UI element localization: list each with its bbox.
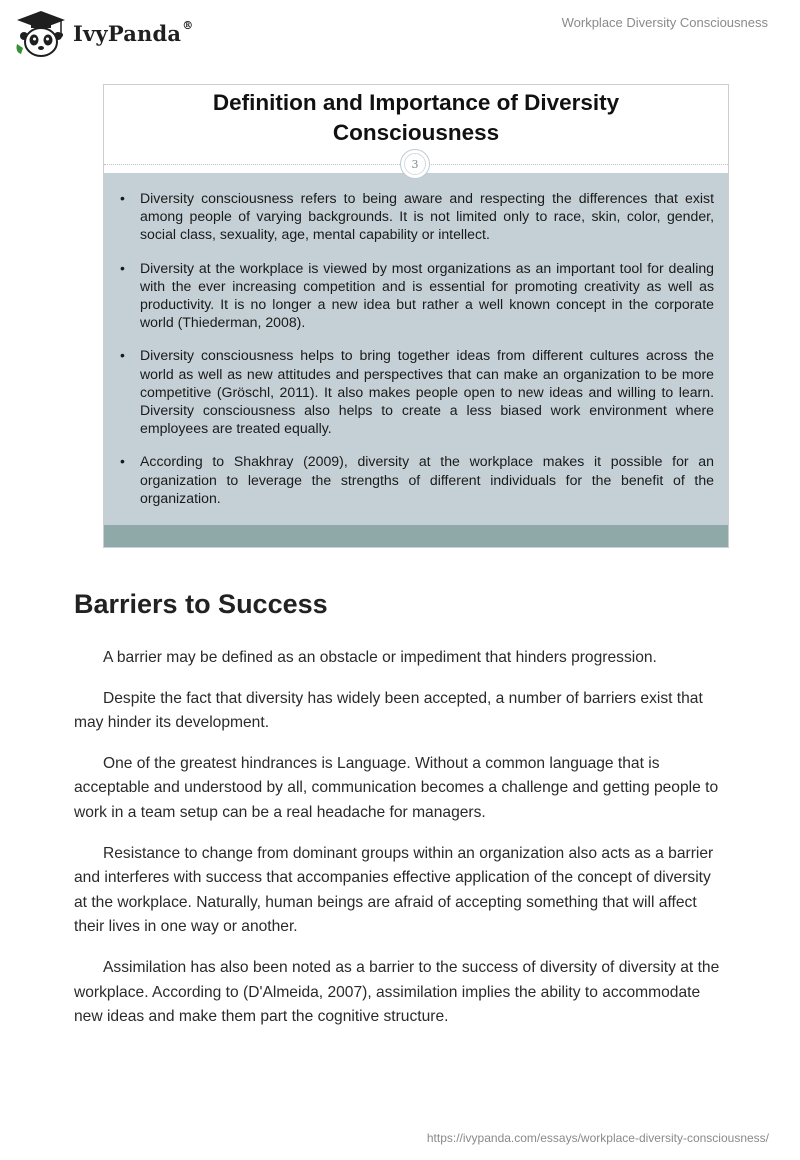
panda-graduate-icon	[15, 8, 67, 58]
ivypanda-logo[interactable]	[15, 8, 193, 58]
paragraph: Despite the fact that diversity has widely been accepted, a number of barriers exist that may hinder its development.	[74, 689, 703, 732]
slide-bullet: • Diversity consciousness refers to being aware and respecting the differences that exist among people of varying backgrounds. It is not limited only to race, skin, color, gender, social class, sexuality, age, mental capability or intellect.	[118, 189, 714, 244]
paragraph: Resistance to change from dominant groups within an organization also acts as a barrier and interferes with success that accompanies effective application of the concept of diversity at the workplace. Naturally, human beings are afraid of accepting something that will affect their lives in one way or another.	[74, 844, 714, 936]
slide-bullet: • According to Shakhray (2009), diversity at the workplace makes it possible for an organization to leverage the strengths of different individuals for the benefit of the organization.	[118, 452, 714, 507]
slide-title-line-2: Consciousness	[332, 120, 500, 145]
registered-mark: ®	[182, 18, 194, 32]
slide-bullet: • Diversity consciousness helps to bring together ideas from different cultures across the world as well as new attitudes and perspectives that can make an organization to be more competitive (Gröschl, 2011). It also makes people open to new ideas and willing to learn. Diversity consciousness also helps to create a less biased work environment where employees are treated equally.	[118, 346, 714, 437]
slide-bullet-list	[118, 189, 714, 522]
paragraph: Assimilation has also been noted as a barrier to the success of diversity of diversity at the workplace. According to (D'Almeida, 2007), assimilation implies the ability to accommodate new ideas and make them part the cognitive structure.	[74, 958, 720, 1026]
slide-title-line-1: Definition and Importance of Diversity	[212, 90, 620, 115]
slide-bullet: • Diversity at the workplace is viewed by most organizations as an important tool for dealing with the ever increasing competition and is essential for promoting creativity as well as productivity. It is no longer a new idea but rather a well known concept in the corporate world (Thiederman, 2008).	[118, 259, 714, 332]
page-header	[0, 0, 800, 60]
slide-number-badge	[400, 149, 430, 179]
slide-number: 3	[404, 153, 426, 175]
slide-footer-bar	[104, 525, 728, 547]
article-body	[74, 646, 726, 1046]
paragraph: One of the greatest hindrances is Language. Without a common language that is acceptable and understood by all, communication becomes a challenge and getting people to work in a team setup can be a real headache for managers.	[74, 754, 719, 821]
slide-title	[104, 88, 728, 148]
source-url[interactable]: https://ivypanda.com/essays/workplace-diversity-consciousness/	[426, 1131, 769, 1145]
presentation-slide	[103, 84, 729, 548]
paragraph: A barrier may be defined as an obstacle or impediment that hinders progression.	[103, 649, 657, 666]
brand-name: IvyPanda®	[73, 18, 194, 46]
header-page-title: Workplace Diversity Consciousness	[561, 15, 768, 30]
section-heading: Barriers to Success	[74, 589, 328, 619]
